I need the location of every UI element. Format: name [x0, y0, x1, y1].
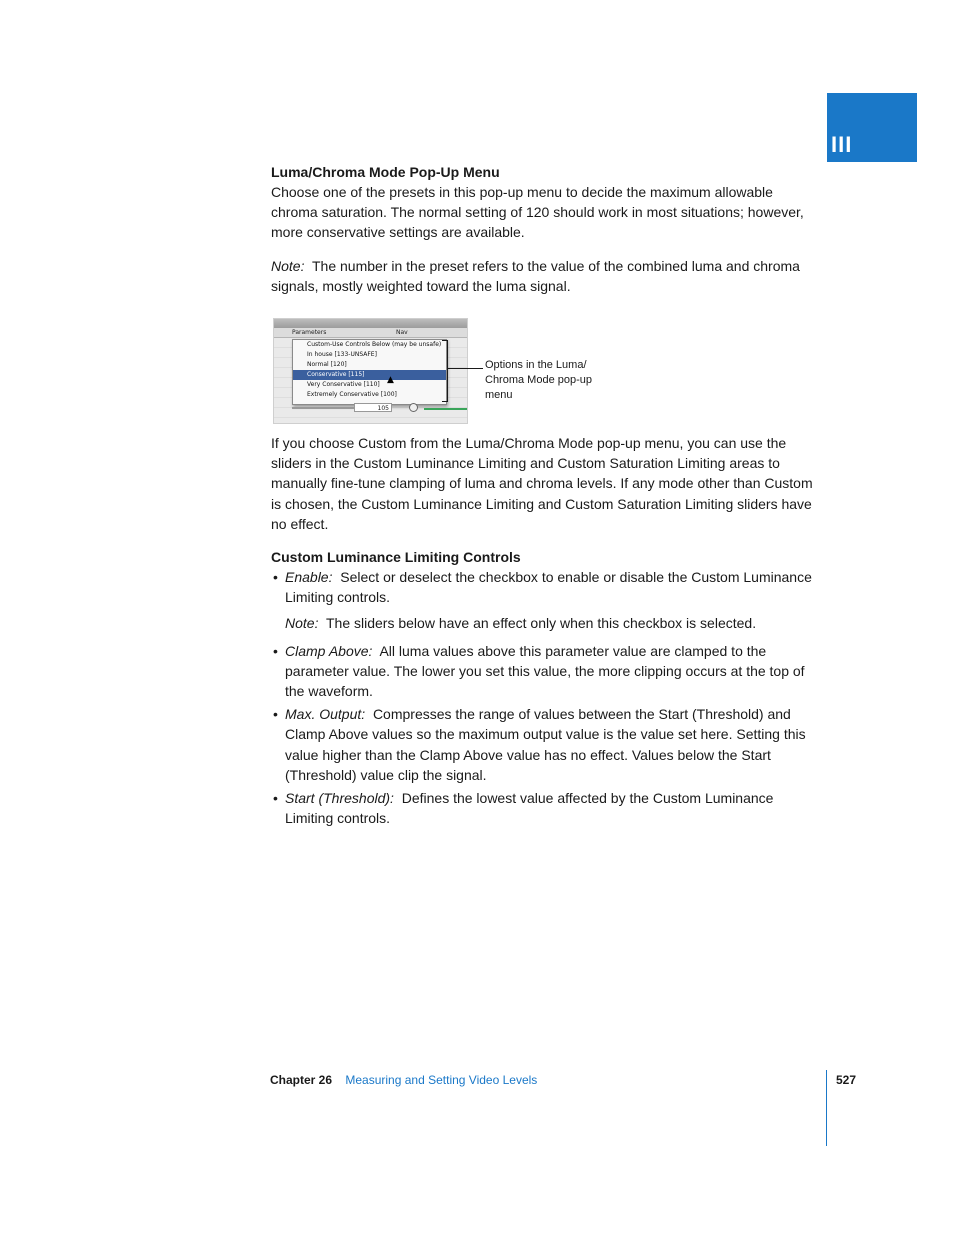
note-text: The number in the preset refers to the value of the combined luma and chroma signals, mostly weighted toward the luma signal. [271, 257, 800, 294]
desc-clamp-above: All luma values above this parameter value are clamped to the parameter value. The lower you set this value, the more clipping occurs at the top of the waveform. [285, 642, 805, 700]
menu-item-extremely-conservative: Extremely Conservative [100] [307, 391, 397, 399]
section1-note [271, 256, 823, 296]
callout-bracket [442, 340, 448, 402]
header-nav: Nav [396, 329, 408, 337]
list-item-start-threshold [271, 788, 823, 828]
callout-leader-line [447, 368, 483, 369]
section-heading-custom-luminance: Custom Luminance Limiting Controls [271, 549, 521, 566]
enable-note [285, 613, 823, 633]
main-content [271, 162, 823, 828]
menu-item-normal: Normal [120] [307, 361, 347, 369]
list-item-clamp-above [271, 641, 823, 702]
slider-value-field: 105 [354, 403, 392, 412]
screenshot-title-bar [274, 319, 467, 328]
figure-luma-chroma-popup [271, 318, 823, 433]
luma-chroma-popup-menu [292, 339, 447, 405]
enable-note-label: Note: [285, 615, 319, 632]
footer-chapter: Chapter 26 [270, 1073, 333, 1087]
note-label: Note: [271, 257, 305, 274]
mouse-pointer-icon: ▲ [387, 375, 394, 386]
term-enable: Enable: [285, 569, 333, 586]
section1-paragraph: Choose one of the presets in this pop-up menu to decide the maximum allowable chroma saturation. The normal setting of 120 should work in most situations; however, more conservative settings are available. [271, 184, 804, 241]
page-footer [270, 1072, 537, 1088]
figure-callout: Options in the Luma/ Chroma Mode pop-up menu [485, 359, 593, 402]
dial-knob-icon [409, 403, 418, 412]
page-number: 527 [836, 1073, 857, 1087]
popup-menu-screenshot [273, 318, 468, 424]
custom-mode-paragraph: If you choose Custom from the Luma/Chroma Mode pop-up menu, you can use the sliders in the Custom Luminance Limiting and Custom Saturation Limiting areas to manually fine-tune clamping of luma and chroma levels. If any mode other than Custom is chosen, the Custom Luminance Limiting and Custom Saturation Limiting sliders have no effect. [271, 435, 813, 532]
term-max-output: Max. Output: [285, 706, 366, 723]
menu-item-conservative: Conservative [115] [293, 370, 446, 380]
part-tab-label: III [831, 132, 853, 157]
section-heading-luma-chroma: Luma/Chroma Mode Pop-Up Menu [271, 164, 500, 180]
menu-item-in-house: In house [133-UNSAFE] [307, 351, 377, 359]
desc-enable: Select or deselect the checkbox to enable or disable the Custom Luminance Limiting controls. [285, 569, 812, 606]
desc-max-output: Compresses the range of values between the Start (Threshold) and Clamp Above values so the maximum output value is the value set here. Setting this value higher than the Clamp Above value has no effect. Values below the Start (Threshold) value clip the signal. [285, 706, 806, 783]
menu-item-very-conservative: Very Conservative [110] [307, 381, 380, 389]
enable-note-text: The sliders below have an effect only when this checkbox is selected. [326, 615, 757, 632]
controls-list [271, 567, 823, 828]
term-clamp-above: Clamp Above: [285, 642, 373, 659]
list-item-max-output [271, 704, 823, 785]
list-item-enable [271, 567, 823, 634]
green-indicator [424, 408, 467, 410]
screenshot-header [274, 328, 467, 338]
part-tab [827, 93, 917, 162]
desc-start-threshold: Defines the lowest value affected by the Custom Luminance Limiting controls. [285, 790, 774, 827]
footer-chapter-title[interactable]: Measuring and Setting Video Levels [345, 1073, 538, 1087]
menu-item-custom: Custom-Use Controls Below (may be unsafe) [307, 341, 442, 349]
footer-divider [826, 1070, 827, 1146]
header-parameters: Parameters [292, 329, 327, 337]
term-start-threshold: Start (Threshold): [285, 790, 394, 807]
